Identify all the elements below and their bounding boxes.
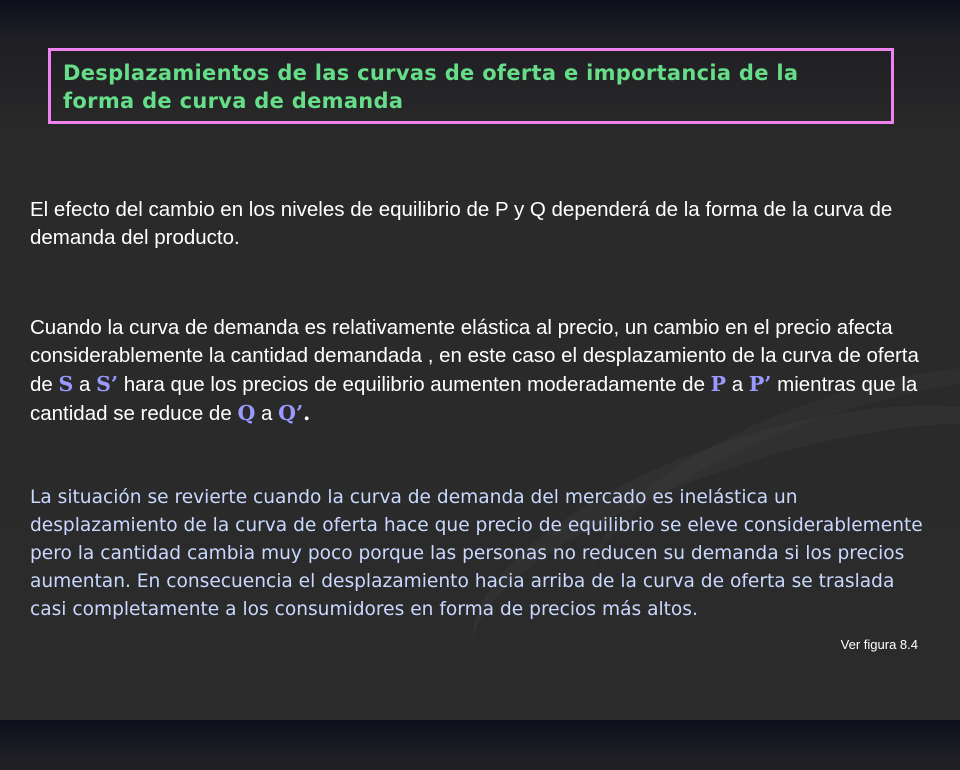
paragraph-2: [30, 314, 935, 428]
figure-reference: Ver figura 8.4: [840, 637, 918, 652]
paragraph-2-text-6: a: [255, 402, 279, 425]
symbol-p-prime: P’: [748, 372, 772, 396]
symbol-q: Q: [237, 401, 256, 425]
symbol-p: P: [710, 372, 727, 396]
slide-title-line2: forma de curva de demanda: [63, 89, 404, 113]
paragraph-2-period: .: [303, 401, 311, 425]
paragraph-2-text-1: Cuando la curva de demanda es relativamente elástica al precio, un cambio en el precio afecta considerablemente la cantidad demandada , en este caso el desplazamiento de la curva de oferta de: [30, 316, 919, 396]
slide-title-line1: Desplazamientos de las curvas de oferta e importancia de la: [63, 61, 799, 85]
paragraph-2-text-2: a: [73, 373, 97, 396]
title-box: [48, 48, 894, 124]
paragraph-3: La situación se revierte cuando la curva de demanda del mercado es inelástica un desplazamiento de la curva de oferta hace que precio de equilibrio se eleve considerablemente pero la cantidad cambia muy poco porque las personas no reducen su demanda si los precios aumentan. En consecuencia el desplazamiento hacia arriba de la curva de oferta se traslada casi completamente a los consumidores en forma de precios más altos.: [30, 487, 923, 620]
paragraph-2-text-5: mientras que la cantidad se reduce de: [30, 373, 918, 425]
symbol-s: S: [58, 372, 74, 396]
symbol-q-prime: Q’: [278, 401, 304, 425]
paragraph-1: El efecto del cambio en los niveles de equilibrio de P y Q dependerá de la forma de la curva de demanda del producto.: [30, 198, 893, 249]
paragraph-2-text-4: a: [726, 373, 749, 396]
paragraph-2-text-3: hara que los precios de equilibrio aumenten moderadamente de: [118, 373, 711, 396]
symbol-s-prime: S’: [96, 372, 119, 396]
